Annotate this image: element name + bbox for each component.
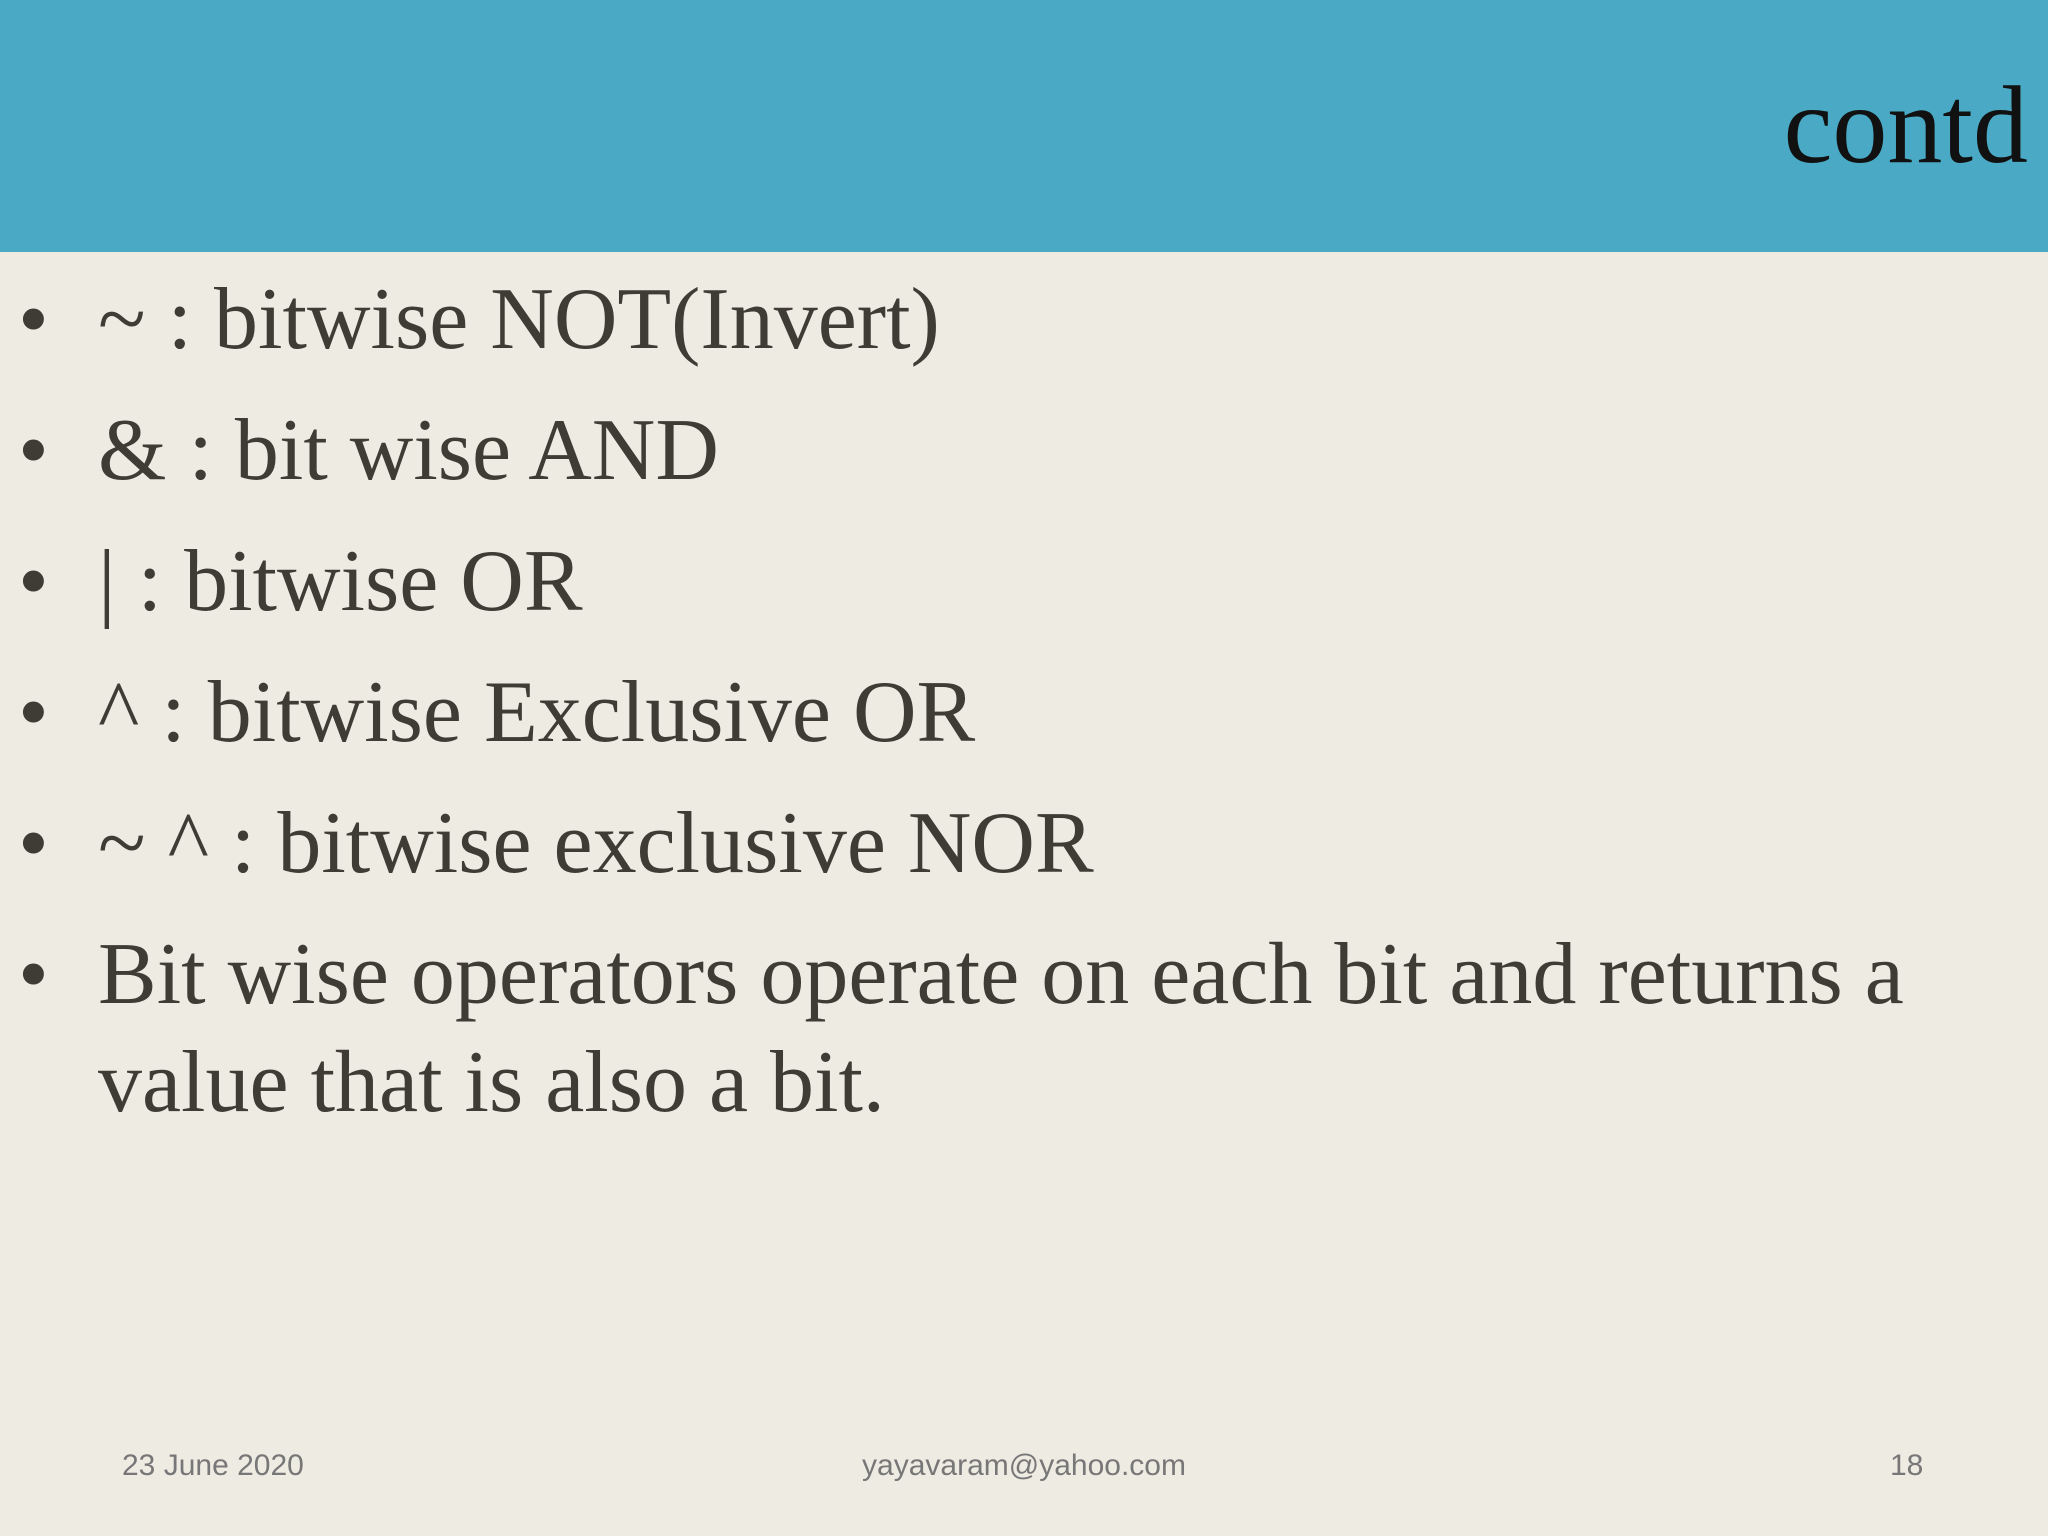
footer-email: yayavaram@yahoo.com — [862, 1449, 1186, 1482]
bullet-item-not — [0, 266, 2020, 374]
bullet-list — [0, 266, 2020, 1160]
bullet-text: | : bitwise OR — [98, 533, 583, 630]
bullet-text: ~ ^ : bitwise exclusive NOR — [98, 795, 1094, 892]
bullet-item-xnor — [0, 790, 2020, 898]
bullet-item-and — [0, 397, 2020, 505]
footer-date: 23 June 2020 — [122, 1449, 304, 1482]
footer-page-number: 18 — [1890, 1449, 1924, 1482]
bullet-item-xor — [0, 659, 2020, 767]
bullet-text: & : bit wise AND — [98, 402, 719, 499]
slide-title: contd — [1783, 64, 2028, 186]
bullet-icon: • — [18, 795, 49, 892]
bullet-text: Bit wise operators operate on each bit and returns a value that is also a bit. — [98, 926, 1904, 1131]
bullet-icon: • — [18, 926, 49, 1023]
bullet-icon: • — [18, 533, 49, 630]
bullet-text: ~ : bitwise NOT(Invert) — [98, 271, 940, 368]
bullet-text: ^ : bitwise Exclusive OR — [98, 664, 976, 761]
bullet-item-or — [0, 528, 2020, 636]
bullet-icon: • — [18, 402, 49, 499]
bullet-icon: • — [18, 664, 49, 761]
bullet-item-description — [0, 921, 2020, 1137]
bullet-icon: • — [18, 271, 49, 368]
title-banner — [0, 0, 2048, 252]
